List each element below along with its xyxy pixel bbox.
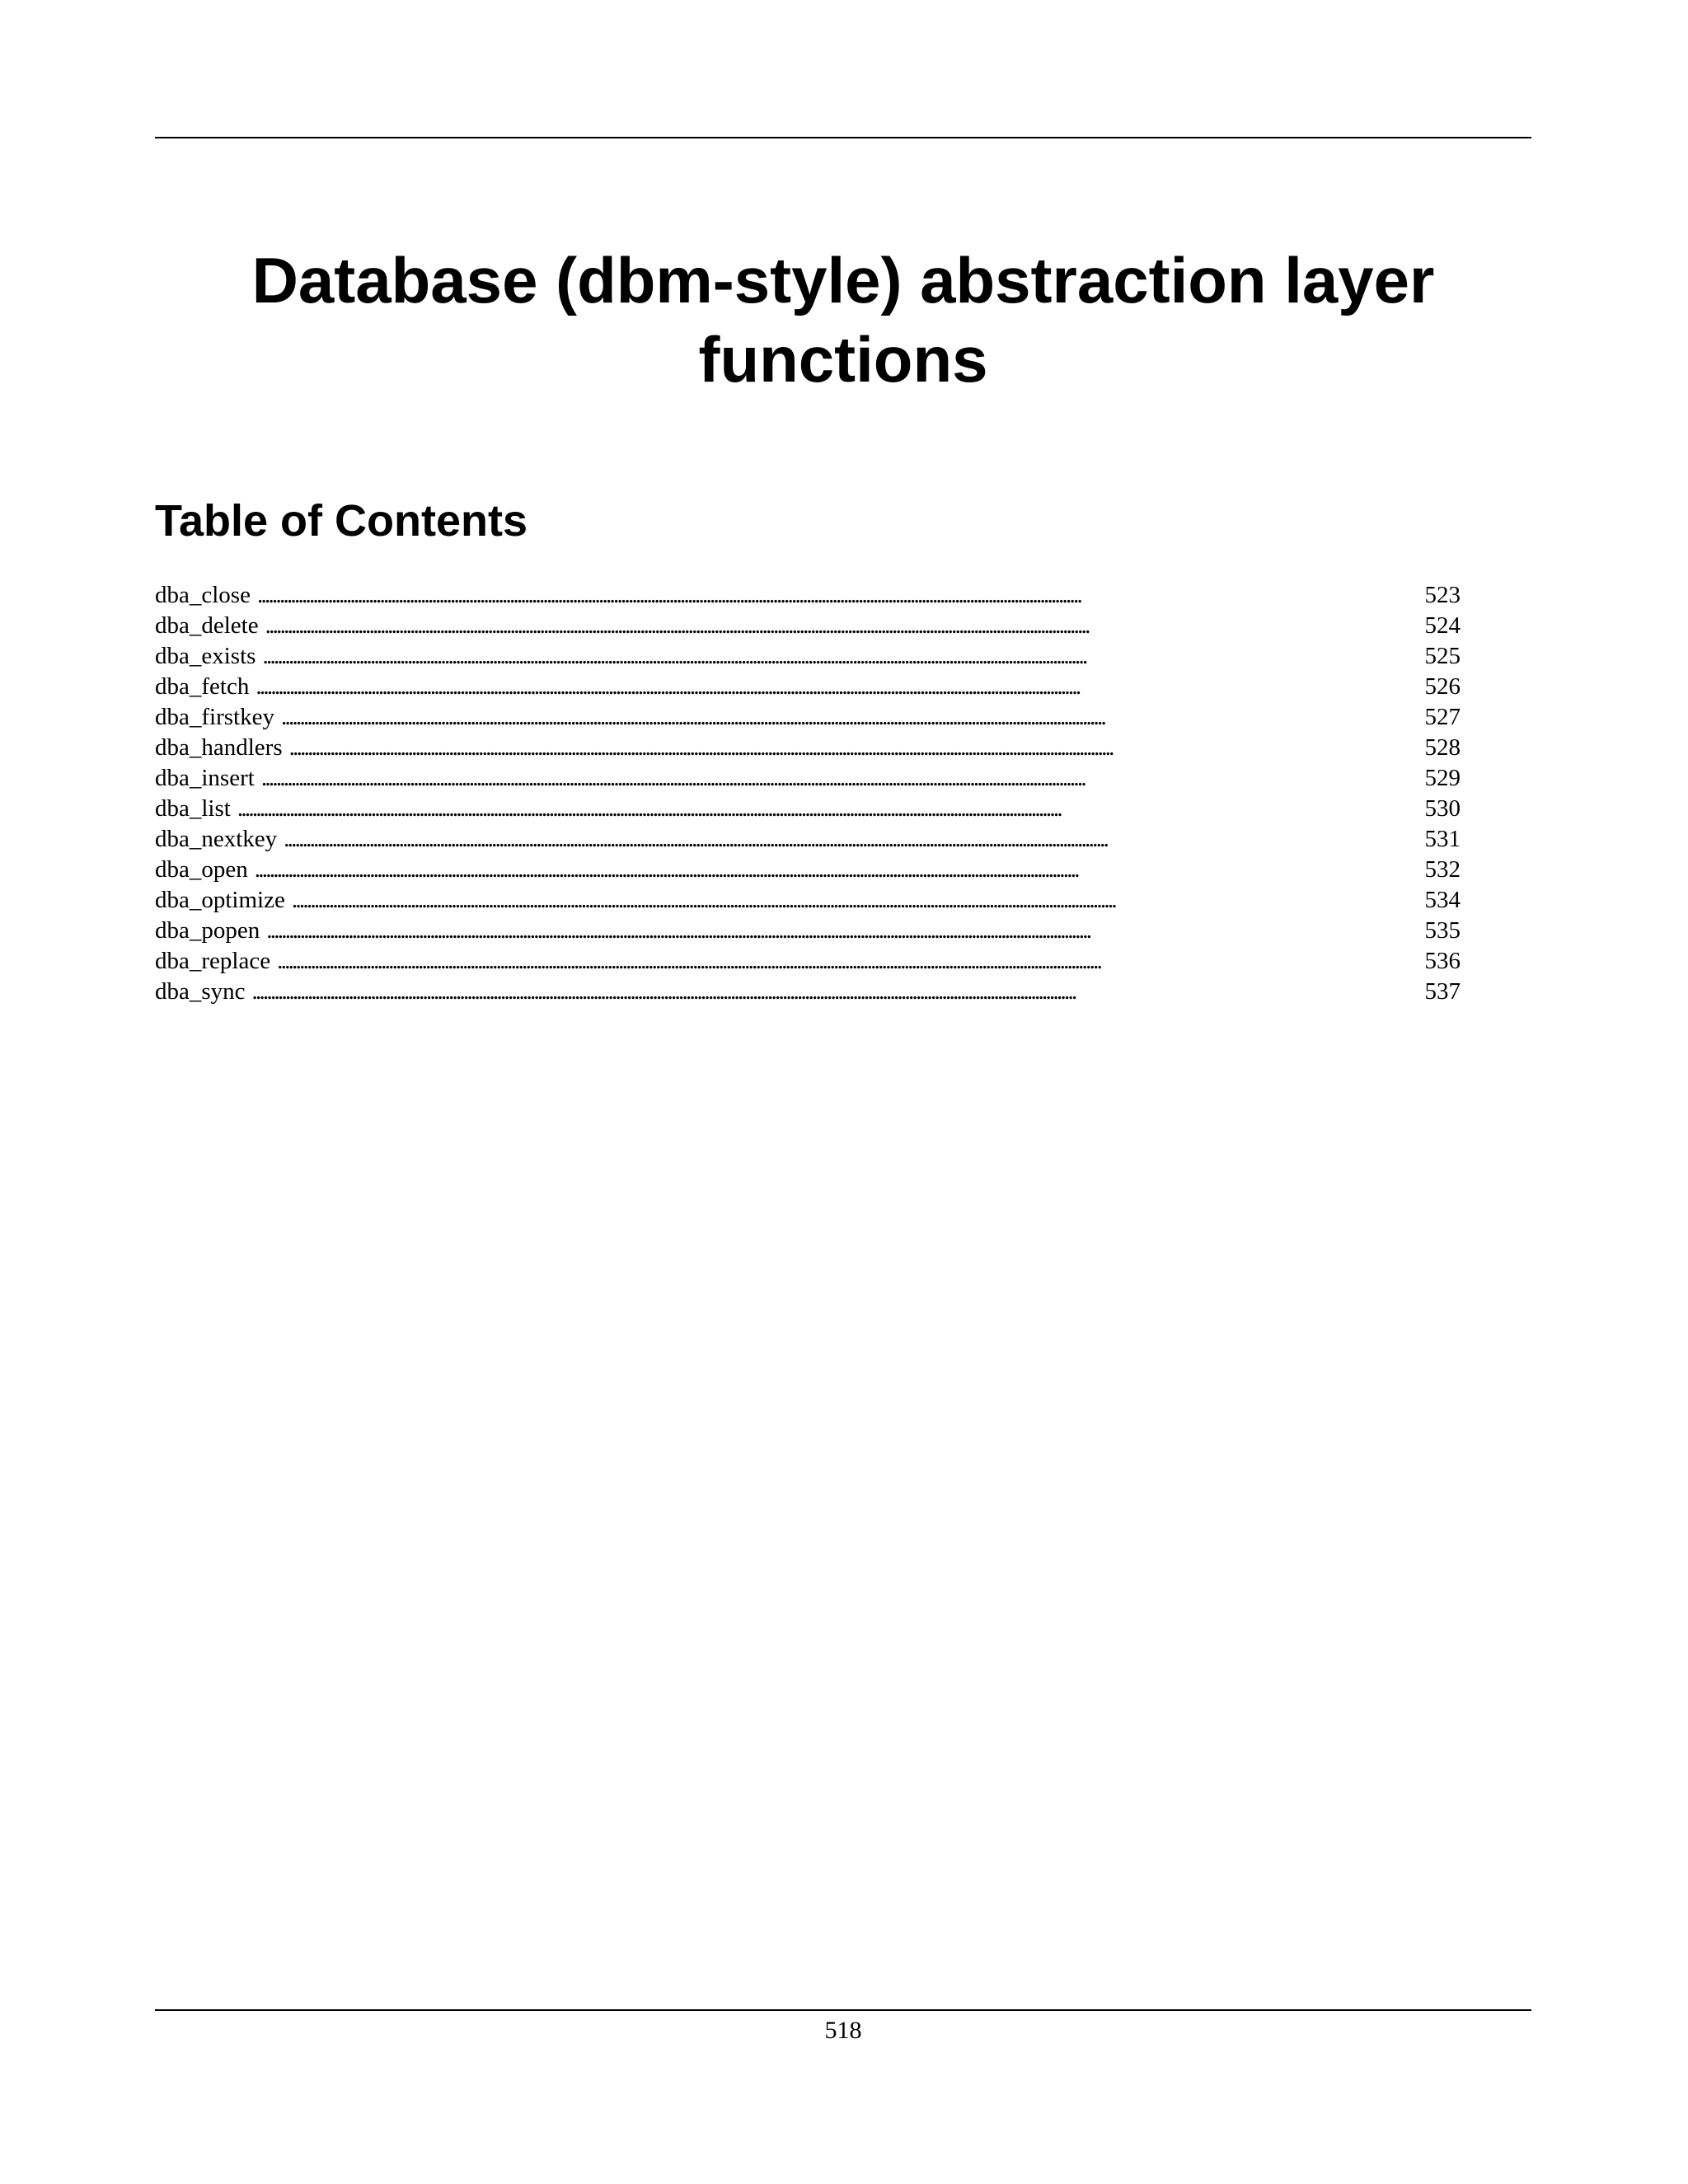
toc-entry-name[interactable]: dba_nextkey <box>155 826 278 852</box>
toc-entry-page: 530 <box>1424 795 1461 822</box>
toc-entry-page: 535 <box>1424 917 1461 944</box>
toc-entry-page: 534 <box>1424 887 1461 913</box>
toc-leader-dots <box>261 763 1423 794</box>
toc-entry-name[interactable]: dba_handlers <box>155 734 283 761</box>
toc-entry[interactable] <box>155 763 1461 794</box>
toc-entry-name[interactable]: dba_close <box>155 582 251 608</box>
toc-entry[interactable] <box>155 824 1461 855</box>
toc-entry-name[interactable]: dba_open <box>155 856 248 883</box>
toc-leader-dots <box>255 855 1423 885</box>
top-rule <box>155 137 1531 138</box>
toc-entry[interactable] <box>155 641 1461 672</box>
toc-leader-dots <box>289 733 1423 763</box>
toc-entry-name[interactable]: dba_list <box>155 795 231 822</box>
toc-entry[interactable] <box>155 916 1461 946</box>
toc-entry-page: 537 <box>1424 978 1461 1005</box>
toc-entry[interactable] <box>155 885 1461 916</box>
toc-leader-dots <box>277 946 1423 977</box>
toc-entry-page: 529 <box>1424 765 1461 791</box>
toc-entry-page: 536 <box>1424 948 1461 974</box>
toc-leader-dots <box>266 916 1423 946</box>
toc-entry-name[interactable]: dba_delete <box>155 612 259 639</box>
toc-entry[interactable] <box>155 977 1461 1007</box>
toc-leader-dots <box>237 794 1423 824</box>
toc-entry-name[interactable]: dba_sync <box>155 978 246 1005</box>
toc-leader-dots <box>265 611 1423 641</box>
toc-entry-page: 528 <box>1424 734 1461 761</box>
toc-leader-dots <box>252 977 1423 1007</box>
toc-entry[interactable] <box>155 702 1461 733</box>
toc-entry[interactable] <box>155 611 1461 641</box>
toc-leader-dots <box>257 580 1423 611</box>
bottom-rule <box>155 2009 1531 2011</box>
toc-entry-page: 526 <box>1424 673 1461 700</box>
table-of-contents <box>155 580 1461 1007</box>
toc-heading: Table of Contents <box>155 496 528 546</box>
toc-entry-page: 523 <box>1424 582 1461 608</box>
toc-entry-name[interactable]: dba_replace <box>155 948 271 974</box>
page-title: Database (dbm-style) abstraction layer functions <box>251 244 1435 396</box>
toc-entry[interactable] <box>155 733 1461 763</box>
toc-entry-name[interactable]: dba_fetch <box>155 673 250 700</box>
toc-entry[interactable] <box>155 794 1461 824</box>
toc-leader-dots <box>262 641 1423 672</box>
toc-leader-dots <box>281 702 1423 733</box>
toc-leader-dots <box>292 885 1423 916</box>
toc-entry[interactable] <box>155 580 1461 611</box>
toc-entry[interactable] <box>155 946 1461 977</box>
toc-entry-page: 531 <box>1424 826 1461 852</box>
page-number: 518 <box>824 2017 862 2044</box>
toc-entry-page: 524 <box>1424 612 1461 639</box>
toc-entry-page: 527 <box>1424 704 1461 730</box>
toc-entry-name[interactable]: dba_exists <box>155 643 256 669</box>
toc-entry[interactable] <box>155 672 1461 702</box>
toc-entry-name[interactable]: dba_firstkey <box>155 704 274 730</box>
toc-entry-page: 532 <box>1424 856 1461 883</box>
toc-leader-dots <box>256 672 1423 702</box>
toc-leader-dots <box>284 824 1423 855</box>
toc-entry-name[interactable]: dba_optimize <box>155 887 285 913</box>
toc-entry[interactable] <box>155 855 1461 885</box>
toc-entry-name[interactable]: dba_popen <box>155 917 260 944</box>
toc-entry-page: 525 <box>1424 643 1461 669</box>
toc-entry-name[interactable]: dba_insert <box>155 765 255 791</box>
